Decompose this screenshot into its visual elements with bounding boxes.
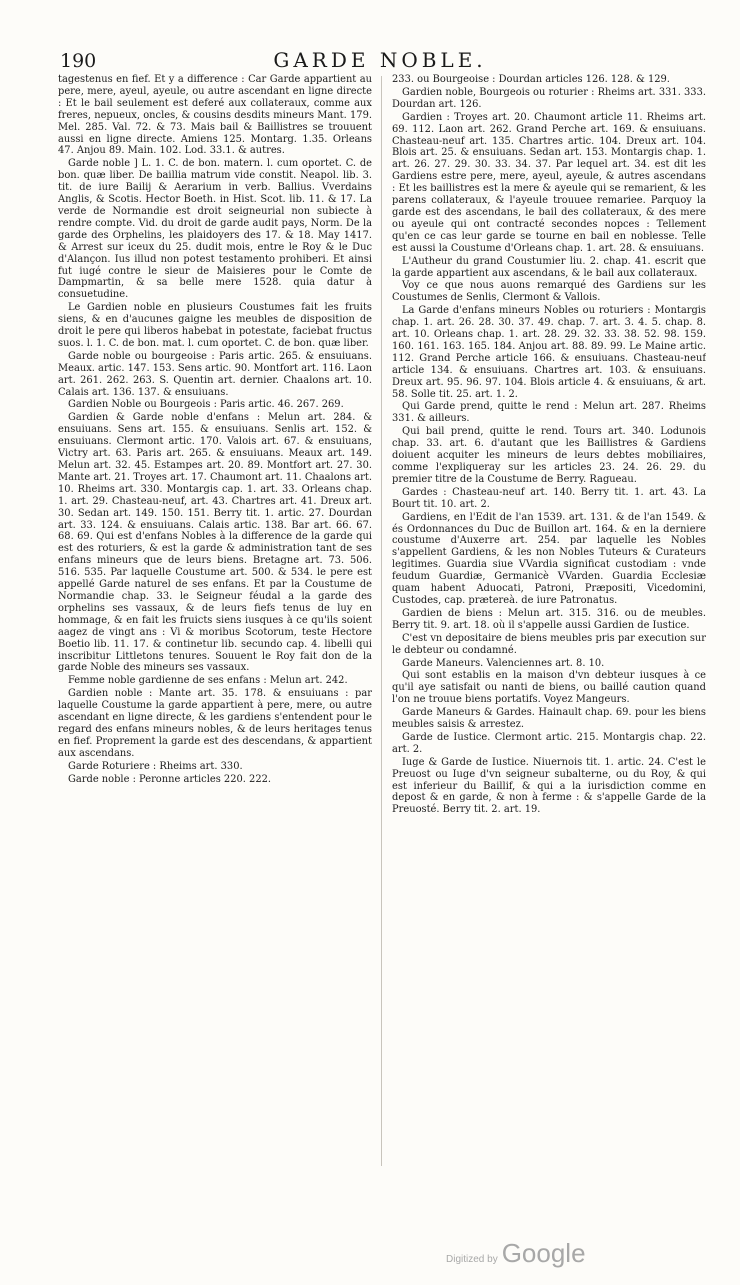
entry-paragraph: Le Gardien noble en plusieurs Coustumes fait les fruits siens, & en d'aucunes gaigne les meubles de disposition de droit le pere qui liberos habebat in potestate, faciebat fructus suos. l. 1. C. de bon. mat. l. cum oportet. C. de bon. quæ liber. (58, 302, 372, 349)
entry-paragraph: Garde noble ou bourgeoise : Paris artic. 265. & ensuiuans. Meaux. artic. 147. 153. Sens artic. 90. Montfort art. 116. Laon art. 261. 262. 263. S. Quentin art. dernier. Chaalons art. 10. Calais art. 136. 137. & ensuiuans. (58, 350, 372, 398)
entry-paragraph: Gardien de biens : Melun art. 315. 316. ou de meubles. Berry tit. 9. art. 18. où il s'appelle aussi Gardien de Iustice. (392, 607, 706, 631)
page-header (60, 48, 700, 74)
entry-paragraph: Qui Garde prend, quitte le rend : Melun art. 287. Rheims 331. & ailleurs. (392, 401, 706, 425)
entry-paragraph: La Garde d'enfans mineurs Nobles ou roturiers : Montargis chap. 1. art. 26. 28. 30. 37. 49. chap. 7. art. 3. 4. 5. chap. 8. art. 10. Orleans chap. 1. art. 28. 29. 32. 33. 38. 52. 98. 159. 160. 161. 163. 165. 184. Anjou art. 88. 89. 99. Le Maine artic. 112. Grand Perche article 166. & ensuiuans. Chasteau-neuf article 134. & ensuiuans. Chartres art. 103. & ensuiuans. Dreux art. 95. 96. 97. 104. Blois article 4. & ensuiuans, & art. 58. Solle tit. 25. art. 1. 2. (392, 305, 706, 400)
entry-paragraph: Gardien : Troyes art. 20. Chaumont article 11. Rheims art. 69. 112. Laon art. 262. Grand Perche art. 169. & ensuiuans. Chasteau-neuf art. 135. Chartres artic. 104. Dreux art. 104. Blois art. 25. & ensuiuans. Sedan art. 153. Montargis chap. 1. art. 26. 27. 29. 30. 33. 34. 37. Par lequel art. 34. est dit les Gardiens estre pere, mere, ayeul, ayeule, & autres ascendans : Et les baillistres est la mere & ayeule qui se remarient, & les parens collateraux, & l'ayeule trouuee remariee. Parquoy la garde est des ascendans, le bail des collateraux, & des mere ou ayeule qui ont contracté secondes nopces : Tellement qu'en ce cas leur garde se tourne en bail en noblesse. Telle est aussi la Coustume d'Orleans chap. 1. art. 28. & ensuiuans. (392, 111, 706, 254)
entry-paragraph: Garde noble ] L. 1. C. de bon. matern. l. cum oportet. C. de bon. quæ liber. De baillia matrum vide constit. Neapol. lib. 3. tit. de iure Bailij & Aerarium in verb. Ballius. Vverdains Anglis, & Scotis. Hector Boeth. in Hist. Scot. lib. 11. & 17. La verde de Normandie est droit seigneurial non subiecte à rendre compte. Vid. du droit de garde audit pays, Norm. De la garde des Orphelins, les plaidoyers des 17. & 18. May 1417. & Arrest sur iceux du 25. dudit mois, entre le Roy & le Duc d'Alançon. Ius illud non potest testamento prohiberi. Et ainsi fut iugé contre le sieur de Maisieres pour le Comte de Dampmartin, & sa belle mere 1528. quia datur à consuetudine. (58, 158, 372, 301)
entry-paragraph: Iuge & Garde de Iustice. Niuernois tit. 1. artic. 24. C'est le Preuost ou Iuge d'vn seigneur subalterne, ou du Roy, & qui est inferieur du Baillif, & qui a la iurisdiction comme en depost & en garde, & non à ferme : & s'appelle Garde de la Preuosté. Berry tit. 2. art. 19. (392, 756, 706, 816)
running-title: GARDE NOBLE. (273, 48, 487, 72)
column-divider (381, 76, 382, 1166)
entry-paragraph: Gardes : Chasteau-neuf art. 140. Berry tit. 1. art. 43. La Bourt tit. 10. art. 2. (392, 486, 706, 510)
entry-paragraph: L'Autheur du grand Coustumier liu. 2. chap. 41. escrit que la garde appartient aux ascendans, & le bail aux collateraux. (392, 255, 706, 279)
entry-paragraph: Gardiens, en l'Edit de l'an 1539. art. 131. & de l'an 1549. & és Ordonnances du Duc de Buillon art. 164. & en la derniere coustume d'Auxerre art. 254. par laquelle les Nobles s'appellent Gardiens, & les non Nobles Tuteurs & Curateurs legitimes. Guardia siue VVardia significat custodiam : vnde feudum Guardiæ, Germanicè VVarden. Guardia Ecclesiæ quam habent Aduocati, Patroni, Præpositi, Vicedomini, Custodes, cap. prætereà. de iure Patronatus. (392, 511, 706, 606)
entry-paragraph: Gardien Noble ou Bourgeois : Paris artic. 46. 267. 269. (68, 399, 344, 411)
entry-paragraph: 233. ou Bourgeoise : Dourdan articles 126. 128. & 129. (392, 74, 670, 85)
left-column (58, 74, 372, 1174)
entry-paragraph: Qui sont establis en la maison d'vn debteur iusques à ce qu'il aye satisfait ou nanti de biens, ou baillé caution quand l'on ne trouue biens portatifs. Voyez Mangeurs. (392, 670, 706, 706)
entry-paragraph: Gardien noble, Bourgeois ou roturier : Rheims art. 331. 333. Dourdan art. 126. (392, 86, 706, 110)
entry-paragraph: Garde noble : Peronne articles 220. 222. (68, 773, 272, 785)
entry-paragraph: Gardien noble : Mante art. 35. 178. & ensuiuans : par laquelle Coustume la garde appartient à pere, mere, ou autre ascendant en ligne directe, & les gardiens s'entendent pour le regard des enfans mineurs nobles, & de leurs heritages tenus en fief. Proprement la garde est des descendans, & appartient aux ascendans. (58, 688, 372, 759)
entry-paragraph: Qui bail prend, quitte le rend. Tours art. 340. Lodunois chap. 33. art. 6. d'autant que les Baillistres & Gardiens doiuent acquiter les mineurs de leurs debtes mobiliaires, comme l'expliqueray sur les articles 23. 24. 26. 29. du premier titre de la Coustume de Berry. Ragueau. (392, 426, 706, 485)
entry-paragraph: Garde de Iustice. Clermont artic. 215. Montargis chap. 22. art. 2. (392, 731, 706, 755)
digitized-watermark (446, 1238, 586, 1269)
entry-paragraph: C'est vn depositaire de biens meubles pris par execution sur le debteur ou condamné. (392, 632, 706, 656)
page-number: 190 (60, 50, 97, 72)
digitized-label: Digitized by (446, 1254, 498, 1265)
google-logo: Google (501, 1238, 586, 1268)
entry-paragraph: Garde Roturiere : Rheims art. 330. (68, 760, 243, 772)
entry-paragraph: Femme noble gardienne de ses enfans : Melun art. 242. (68, 675, 348, 687)
entry-paragraph: Gardien & Garde noble d'enfans : Melun art. 284. & ensuiuans. Sens art. 155. & ensuiuans. Senlis art. 152. & ensuiuans. Clermont artic. 170. Valois art. 67. & ensuiuans, Victry art. 63. Paris art. 265. & ensuiuans. Meaux art. 149. Melun art. 32. 45. Estampes art. 20. 89. Montfort art. 27. 30. Mante art. 21. Troyes art. 17. Chaumont art. 11. Chaalons art. 10. Rheims art. 330. Montargis cap. 1. art. 33. Orleans chap. 1. art. 29. Chasteau-neuf, art. 43. Chartres art. 41. Dreux art. 30. Sedan art. 149. 150. 151. Berry tit. 1. artic. 27. Dourdan art. 33. 124. & ensuiuans. Calais artic. 138. Bar art. 66. 67. 68. 69. Qui est d'enfans Nobles à la difference de la garde qui est des roturiers, & est la garde & administration tant de ses enfans mineurs que de leurs biens. Bretagne art. 73. 506. 516. 535. Par laquelle Coustume art. 500. & 534. le pere est appellé Garde naturel de ses enfans. Et par la Coustume de Normandie chap. 33. le Seigneur féudal a la garde des orphelins ses vassaux, & de leurs fiefs tenus de luy en hommage, & en fait les fruicts siens iusques à ce qu'ils soient aagez de vingt ans : Vi & moribus Scotorum, teste Hectore Boetio lib. 11. 17. & continetur lib. secundo cap. 4. libelli qui inscribitur Littletons tenures. Souuent le Roy fait don de la garde Noble des mineurs ses vassaux. (58, 412, 372, 674)
entry-paragraph: Voy ce que nous auons remarqué des Gardiens sur les Coustumes de Senlis, Clermont & Vallois. (392, 280, 706, 304)
entry-paragraph: tagestenus en fief. Et y a difference : Car Garde appartient au pere, mere, ayeul, ayeule, ou autre ascendant en ligne directe : Et le bail seulement est deferé aux collateraux, comme aux freres, nepueux, oncles, & cousins desdits mineurs Mant. 179. Mel. 285. Val. 72. & 73. Mais bail & Baillistres se trouuent aussi en ligne directe. Amiens 125. Montarg. 1.35. Orleans 47. Anjou 89. Main. 102. Lod. 33.1. & autres. (58, 74, 372, 157)
entry-paragraph: Garde Maneurs & Gardes. Hainault chap. 69. pour les biens meubles saisis & arrestez. (392, 707, 706, 731)
right-column (392, 74, 706, 1184)
entry-paragraph: Garde Maneurs. Valenciennes art. 8. 10. (402, 657, 605, 669)
